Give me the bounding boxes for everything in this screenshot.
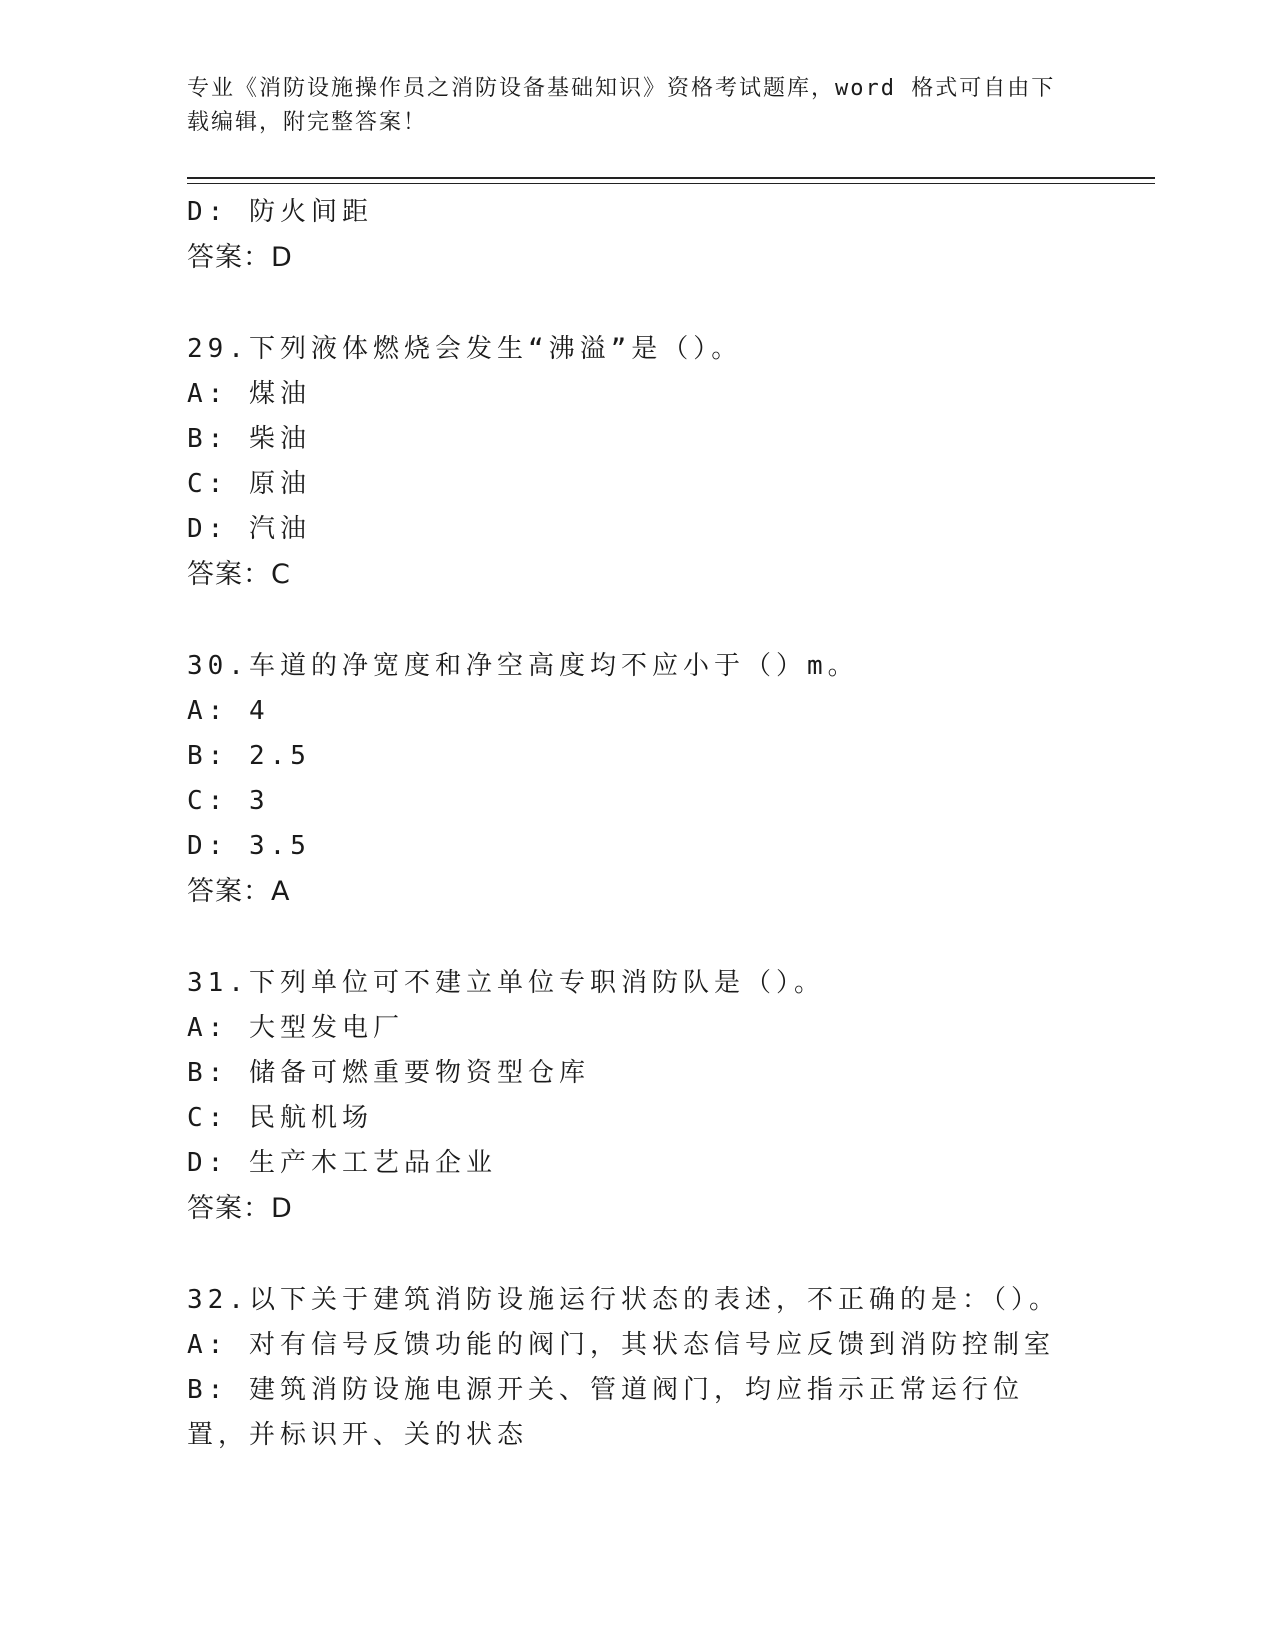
answer-line: 答案：D xyxy=(187,1193,293,1224)
question-list xyxy=(187,190,1087,1458)
option-d: D: 汽油 xyxy=(187,514,311,544)
page-header: 专业《消防设施操作员之消防设备基础知识》资格考试题库，word 格式可自由下载编辑，附完整答案！ xyxy=(187,76,1056,135)
option-c: C: 3 xyxy=(187,786,270,816)
option-b: B: 2.5 xyxy=(187,741,311,771)
question-30 xyxy=(187,644,1087,914)
answer-line: 答案：D xyxy=(187,242,293,273)
option-a: A: 煤油 xyxy=(187,379,311,409)
question-stem: 32.以下关于建筑消防设施运行状态的表述，不正确的是：（）。 xyxy=(187,1285,1060,1315)
option-c: C: 民航机场 xyxy=(187,1103,373,1133)
question-stem: 30.车道的净宽度和净空高度均不应小于（）m。 xyxy=(187,651,859,681)
option-b: B: 柴油 xyxy=(187,424,311,454)
question-stem: 31.下列单位可不建立单位专职消防队是（）。 xyxy=(187,968,825,998)
question-29 xyxy=(187,327,1087,597)
option-a: A: 4 xyxy=(187,696,270,726)
answer-line: 答案：A xyxy=(187,876,291,907)
option-b: B: 建筑消防设施电源开关、管道阀门，均应指示正常运行位置，并标识开、关的状态 xyxy=(187,1375,1024,1450)
header-divider xyxy=(187,177,1155,179)
option-d: D: 3.5 xyxy=(187,831,311,861)
option-d: D: 防火间距 xyxy=(187,197,373,227)
option-a: A: 大型发电厂 xyxy=(187,1013,404,1043)
option-b: B: 储备可燃重要物资型仓库 xyxy=(187,1058,590,1088)
question-32 xyxy=(187,1278,1087,1458)
option-a: A: 对有信号反馈功能的阀门，其状态信号应反馈到消防控制室 xyxy=(187,1330,1055,1360)
header-divider-thin xyxy=(187,183,1155,184)
question-31 xyxy=(187,961,1087,1231)
question-stem: 29.下列液体燃烧会发生“沸溢”是（）。 xyxy=(187,334,743,364)
option-c: C: 原油 xyxy=(187,469,311,499)
answer-line: 答案：C xyxy=(187,559,291,590)
option-d: D: 生产木工艺品企业 xyxy=(187,1148,497,1178)
